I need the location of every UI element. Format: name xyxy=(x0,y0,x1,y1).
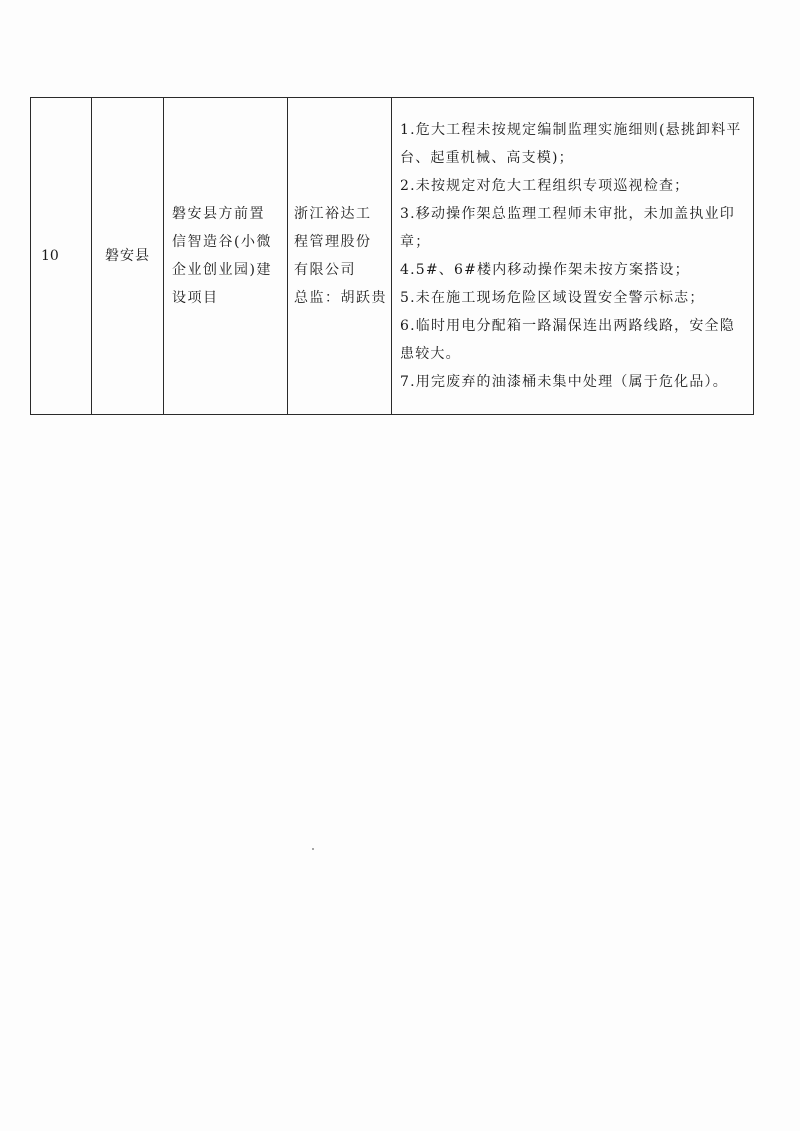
issue-item: 6.临时用电分配箱一路漏保连出两路线路，安全隐患较大。 xyxy=(400,318,735,362)
supervision-company-cell xyxy=(288,98,392,415)
company-line: 有限公司 xyxy=(294,262,356,278)
project-cell xyxy=(164,98,288,415)
issue-item: 3.移动操作架总监理工程师未审批，未加盖执业印章； xyxy=(400,206,735,250)
company-line: 浙江裕达工 xyxy=(294,206,372,222)
project-line: 信智造谷(小微 xyxy=(172,234,272,250)
issue-item: 2.未按规定对危大工程组织专项巡视检查； xyxy=(400,178,690,194)
scan-speck xyxy=(312,848,314,850)
company-line: 程管理股份 xyxy=(294,234,372,250)
issues-cell xyxy=(392,98,754,415)
company-line: 总监：胡跃贵 xyxy=(294,290,387,306)
issue-item: 7.用完废弃的油漆桶未集中处理（属于危化品）。 xyxy=(400,374,728,390)
issue-item: 1.危大工程未按规定编制监理实施细则(悬挑卸料平台、起重机械、高支模)； xyxy=(400,122,742,166)
project-line: 设项目 xyxy=(172,290,219,306)
row-number-cell: 10 xyxy=(31,98,92,415)
project-line: 磐安县方前置 xyxy=(172,206,265,222)
issue-item: 5.未在施工现场危险区域设置安全警示标志； xyxy=(400,290,705,306)
project-line: 企业创业园)建 xyxy=(172,262,272,278)
table-row xyxy=(31,98,754,415)
county-cell: 磐安县 xyxy=(92,98,164,415)
inspection-table xyxy=(30,97,754,415)
issue-item: 4.5#、6#楼内移动操作架未按方案搭设； xyxy=(400,262,690,278)
